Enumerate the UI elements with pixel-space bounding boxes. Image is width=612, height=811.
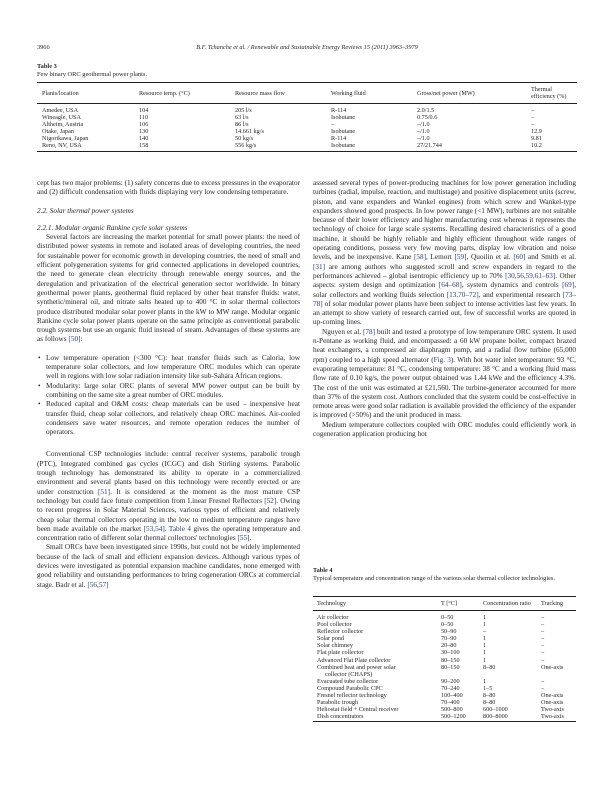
table-cell: Air collector	[317, 614, 349, 621]
table4-col-header: T [°C]	[437, 597, 479, 611]
table-cell: 80–150	[441, 663, 460, 671]
table3-col-header: Resource mass flow	[230, 83, 326, 104]
text: Nguyen et al.	[322, 327, 364, 336]
table-cell: One-axis	[541, 692, 564, 700]
paragraph	[37, 450, 300, 543]
advantages-list	[37, 354, 300, 438]
table-cell: –	[541, 628, 545, 636]
table3	[37, 82, 577, 152]
text: Small ORCs have been investigated since 1990s, but could not be widely implemented because of the lack of small and efficient expansion devices. Although various types of devices were investigated as potential expansion machine candidates, none emerged with good reliability and outstanding performances to bring cogeneration ORCs at commercial stage. Badr et al.	[37, 543, 300, 589]
table-cell: –	[541, 621, 545, 629]
table-cell: 10.2	[526, 142, 577, 151]
table-cell: Heliostat field + Central receiver	[317, 706, 399, 714]
table-row	[313, 678, 576, 685]
table-cell: 104	[139, 107, 149, 114]
text: of solar modular power plants have been subject to intense activities last few years. In an attempt to show variety of research carried out, few of successful works are quoted in up-coming lines.	[313, 299, 576, 327]
table-row	[37, 135, 577, 142]
table-cell: R-114	[331, 107, 347, 114]
table-cell: 86 l/s	[235, 121, 249, 129]
table-cell: –	[541, 642, 545, 650]
table-cell: 1–5	[483, 684, 493, 692]
table-cell: 1	[483, 649, 487, 657]
table4	[313, 596, 576, 722]
table3-caption	[37, 63, 147, 79]
table-row	[313, 713, 576, 722]
table3-col-header: Thermal efficiency (%)	[526, 83, 577, 104]
text: assessed several types of power-producing machines for low power generation including turbines (radial, impulse, reaction, and multistage) and positive displacement units (screw, piston, and vane expanders and Wankel engines) from which screw and Wankel-type expanders showed good prospects. In low power range (<1 MW), turbines are not suitable because of their lower efficiency and higher manufacturing cost whereas it represents the technology of choice for large scale systems. Recalling desired characteristics of a good machine, it should be highly reliable and highly efficient throughout wide ranges of operating conditions, possess very few moving parts, display low vibration and noise levels, and be inexpensive. Kane	[313, 179, 576, 262]
table3-caption-text: Few binary ORC geothermal power plants.	[37, 71, 148, 78]
table-cell: 600–1000	[483, 706, 508, 714]
table-cell: 0–50	[441, 614, 454, 621]
text: , Quoilin et al.	[466, 253, 514, 262]
list-item: • Low temperature operation (<300 °C): heat transfer fluids such as Caloria, low temperature solar collectors, and low temperature ORC modules which can operate well in regions with low solar radiation intensity like sub-Sahara African regions.	[46, 354, 300, 382]
text: .	[249, 534, 252, 543]
table-cell: 106	[139, 121, 149, 129]
table-cell: Reflector collector	[317, 628, 364, 636]
table-cell: 20–80	[441, 642, 457, 650]
table-cell: –/1.0	[417, 121, 430, 129]
table-cell: –/1.0	[417, 128, 430, 136]
citation-link[interactable]: [64–68]	[438, 281, 462, 290]
table-cell: One-axis	[541, 699, 564, 707]
table-cell: 80–150	[441, 656, 460, 664]
table-cell: Otake, Japan	[42, 128, 74, 136]
table-row	[37, 104, 577, 115]
table-row	[313, 685, 576, 692]
cell-text: Combined heat and power solar	[317, 663, 396, 671]
table-row	[37, 121, 577, 128]
table-row	[313, 611, 576, 622]
table-cell: Amedee, USA	[42, 107, 79, 114]
table-cell: 50–90	[441, 628, 457, 636]
table-cell: –	[541, 614, 545, 621]
table-row	[313, 649, 576, 656]
table-cell: Fresnel reflector technology	[317, 692, 387, 700]
table-cell: Reno, NV, USA	[37, 142, 134, 151]
citation-link[interactable]: [59]	[454, 253, 467, 262]
list-item: • Modularity: large solar ORC plants of several MW power output can be built by combining on the same site a great number of ORC modules.	[46, 382, 300, 401]
table4-col-header: Tracking	[537, 597, 576, 611]
table-cell: –	[541, 656, 545, 664]
citation-link[interactable]: [78]	[363, 327, 376, 336]
table-cell: 9.81	[531, 135, 542, 143]
table-row	[313, 657, 576, 664]
left-column	[37, 179, 300, 590]
table-cell: 110	[139, 114, 149, 122]
table-cell: 130	[139, 128, 149, 136]
table-cell: Parabolic trough	[317, 699, 359, 707]
table-cell: 1	[483, 635, 487, 643]
table-cell: Two-axis	[537, 713, 576, 722]
table-cell: 12.9	[531, 128, 542, 136]
table-cell: Wineagle, USA	[42, 114, 81, 122]
table-cell: 0.75/0.6	[417, 114, 438, 122]
table-cell: 8–80	[483, 663, 496, 671]
table-cell: –	[331, 121, 335, 129]
table-cell: –	[531, 121, 535, 129]
text: . Other aspects: system design and optimization	[313, 271, 576, 290]
table3-label: Table 3	[37, 63, 57, 70]
table-cell: Advanced Flat Plate collector	[317, 656, 391, 664]
table-cell: 158	[134, 142, 230, 151]
table-cell: Two-axis	[541, 706, 564, 714]
table-cell: Isobutane	[326, 142, 412, 151]
table-cell: –	[531, 107, 535, 114]
subsection-heading: 2.2.1. Modular organic Rankine cycle solar systems	[37, 223, 188, 232]
citation-link[interactable]: [73–78]	[313, 290, 576, 308]
table-cell: 140	[139, 135, 149, 143]
table-row	[37, 128, 577, 135]
table-cell: Isobutane	[331, 128, 356, 136]
table-cell: Isobutane	[331, 114, 356, 122]
table-cell: 63 l/s	[235, 114, 249, 122]
citation-link[interactable]: [50]	[68, 335, 81, 344]
text: , system dynamics and controls	[461, 281, 563, 290]
table-cell: –	[541, 684, 545, 692]
citation-link[interactable]: [51]	[98, 487, 111, 496]
journal-citation: B.F. Tchanche et al. / Renewable and Sustainable Energy Reviews 15 (2011) 3963–3979	[196, 44, 418, 51]
table3-header-row	[37, 83, 577, 104]
citation-link[interactable]: [60]	[513, 253, 526, 262]
table3-col-header: Resource temp. (°C)	[134, 83, 230, 104]
table-cell: R-114	[331, 135, 347, 143]
table-cell: Nigorikawa, Japan	[42, 135, 89, 143]
table-cell: –	[541, 649, 545, 657]
cell-text-continuation: collector (CHAPS)	[325, 670, 373, 678]
table-row	[313, 621, 576, 628]
citation-link[interactable]: [13,70–72]	[446, 290, 479, 299]
table-cell: 70–400	[441, 699, 460, 707]
table-cell: 800–8000	[479, 713, 537, 722]
text: are among authors who suggested scroll and screw expanders in regard to the performances achieved – global isentropic efficiency up to 70%	[313, 262, 576, 280]
table-cell: Pool collector	[317, 621, 352, 629]
table-row	[313, 642, 576, 649]
text: , and experimental research	[478, 290, 563, 299]
table-cell: 1	[483, 614, 487, 621]
table4-label: Table 4	[313, 567, 333, 574]
figure-link[interactable]: Fig. 3	[433, 355, 451, 364]
table-cell: 14.661 kg/s	[235, 128, 264, 136]
page-number: 3966	[37, 44, 50, 51]
table-cell: 30–100	[441, 649, 460, 657]
table4-col-header: Technology	[313, 597, 437, 611]
text: .	[164, 524, 169, 533]
table-cell: 8–80	[483, 692, 496, 700]
table-row	[313, 635, 576, 642]
citation-link[interactable]: [53,54]	[143, 524, 165, 533]
citation-link[interactable]: [30,56,59,61–63]	[505, 271, 556, 280]
table-cell: –	[531, 114, 535, 122]
table3-col-header: Plants/location	[37, 83, 134, 104]
table-row	[313, 628, 576, 635]
list-item: • Reduced capital and O&M costs: cheap materials can be used – inexpensive heat transfer fluid, cheap solar collectors, and relatively cheap ORC machines. Air-cooled condensers save water resources, and remote operation reduces the number of operators.	[46, 400, 300, 437]
table-cell: One-axis	[541, 663, 564, 671]
table-row	[313, 706, 576, 713]
table-cell: 2.0/1.5	[417, 107, 435, 114]
table-cell: 0–50	[441, 621, 454, 629]
table-cell: Altheim, Austria	[42, 121, 84, 129]
paragraph	[37, 543, 300, 589]
paragraph: Medium temperature collectors coupled with ORC modules could efficiently work in cogeneration application producing hot	[313, 420, 576, 439]
table-cell: 90–200	[441, 677, 460, 685]
table-cell: –/1.0	[417, 135, 430, 143]
table-cell: Solar pond	[317, 635, 344, 643]
table4-caption	[313, 567, 576, 582]
table-cell: 100–400	[441, 692, 463, 700]
citation-link[interactable]: [69]	[562, 281, 575, 290]
table-cell	[313, 664, 437, 678]
table-cell: 556 kg/s	[230, 142, 326, 151]
paragraph: cept has two major problems: (1) safety concerns due to excess pressures in the evaporator and (2) difficult condensation with fluids displaying very low condensing temperature.	[37, 179, 300, 197]
table-row	[313, 664, 576, 678]
text: . Owing to recent progress in Solar Material Sciences, various types of efficient and relatively cheap solar thermal collectors operating in the low to medium temperature ranges have been made available on the market	[37, 496, 300, 533]
table4-col-header: Concentration ratio	[479, 597, 537, 611]
table-row	[37, 142, 577, 151]
table-cell: 500–1200	[437, 713, 479, 722]
table-cell: 500–800	[441, 706, 463, 714]
table-cell: 1	[483, 677, 487, 685]
table-cell: 205 l/s	[235, 107, 252, 114]
table-cell: –	[483, 628, 487, 636]
table-cell: 8–80	[483, 699, 496, 707]
paragraph	[37, 233, 300, 345]
table-row	[313, 699, 576, 706]
table-cell: 70–90	[441, 635, 457, 643]
text: , Lemort	[426, 253, 455, 262]
citation-link[interactable]: [58]	[413, 253, 427, 262]
table-link[interactable]: Table 4	[168, 524, 192, 533]
right-column	[313, 179, 576, 439]
table-cell: Flat plate collector	[317, 649, 364, 657]
table-cell: Dish concentrators	[313, 713, 437, 722]
text: . It is considered at the moment as the most mature CSP technology but could face future competition from Linear Fresnel Reflectors	[37, 487, 300, 505]
table-row	[313, 692, 576, 699]
citation-link[interactable]: [56,57]	[87, 580, 109, 589]
table-cell: 70–240	[441, 684, 460, 692]
table-row	[37, 114, 577, 121]
table-cell: Compound Parabolic CPC	[317, 684, 383, 692]
table-cell: 1	[483, 642, 487, 650]
paragraph	[313, 328, 576, 421]
citation-link[interactable]: [52]	[264, 496, 277, 505]
text: , solar collectors and working fluids selection	[313, 281, 576, 299]
text: gives the operating temperature and concentration ratio of different solar thermal collectors' technologies	[37, 524, 300, 543]
table4-header-row	[313, 597, 576, 611]
table3-col-header: Gross/net power (MW)	[412, 83, 526, 104]
table-cell: 27/21.744	[412, 142, 526, 151]
table-cell: 1	[483, 656, 487, 664]
section-heading: 2.2. Solar thermal power systems	[37, 206, 134, 215]
table4-caption-text: Typical temperature and concentration range of the various solar thermal collector technologies.	[313, 574, 555, 582]
text: built and tested a prototype of low temperature ORC system. It used n-Pentane as working fluid, and encompassed: a 60 kW propane boiler, compact brazed heat exchangers, a compressed air diaphragm pump, and a radial flow turbine (65,000 rpm) coupled to a high speed alternator (	[313, 327, 576, 364]
table-cell: 50 kg/s	[235, 135, 254, 143]
table-cell: –	[541, 635, 545, 643]
table-cell: 1	[483, 621, 487, 629]
text: Conventional CSP technologies include: central receiver systems, parabolic trough (PTC), Integrated combined gas cycles (ICGC) and dish Stirling systems. Parabolic trough technology has demonstrated its ability to operate in a commercialized environment and several plants based on this technology were recently erected or are under construction	[37, 450, 300, 496]
text: Several factors are increasing the market potential for small power plants: the need of distributed power systems in remote and isolated areas of developing countries, the need for sustainable power for economic growth in developing countries, the need of small and efficient polygeneration systems for grid connected applications in developed countries, the need to generate clean electricity through renewable energy sources, and the deregulation and privatization of the electrical generation sector worldwide. In binary geothermal power plants, geothermal fluid replaced by other heat transfer fluids: water, synthetic/mineral oil, and nitrate salts heated up to 400 °C in solar thermal collectors produce distributed modular solar power plants in the kW to MW range. Modular organic Rankine cycle solar power plants operate on the same principle as conventional parabolic trough systems but use an organic fluid instead of steam. Advantages of these systems are as follows	[37, 233, 300, 344]
table-cell: –	[541, 677, 545, 685]
table-cell: Evacuated tube collector	[317, 677, 379, 685]
citation-link[interactable]: [31]	[313, 262, 326, 271]
paragraph	[313, 179, 576, 328]
text: :	[80, 335, 83, 344]
table-cell: Solar chimney	[317, 642, 353, 650]
text: ). With hot water inlet temperature: 93 °C, evaporating temperature: 81 °C, condensing temperature: 38 °C and a working fluid mass flow rate of 0.10 kg/s, the power output obtained was 1.44 kWe and the efficiency 4.3%. The cost of the unit was estimated at £21,560. The turbine-generator accounted for more than 37% of the system cost. Authors concluded that the system could be cost-effective in remote areas were good solar radiation is available provided the efficiency of the expander is improved (>50%) and the unit produced in mass.	[313, 355, 576, 420]
text: and Smith et al.	[525, 253, 576, 262]
citation-link[interactable]: [55]	[237, 534, 250, 543]
table3-col-header: Working fluid	[326, 83, 412, 104]
